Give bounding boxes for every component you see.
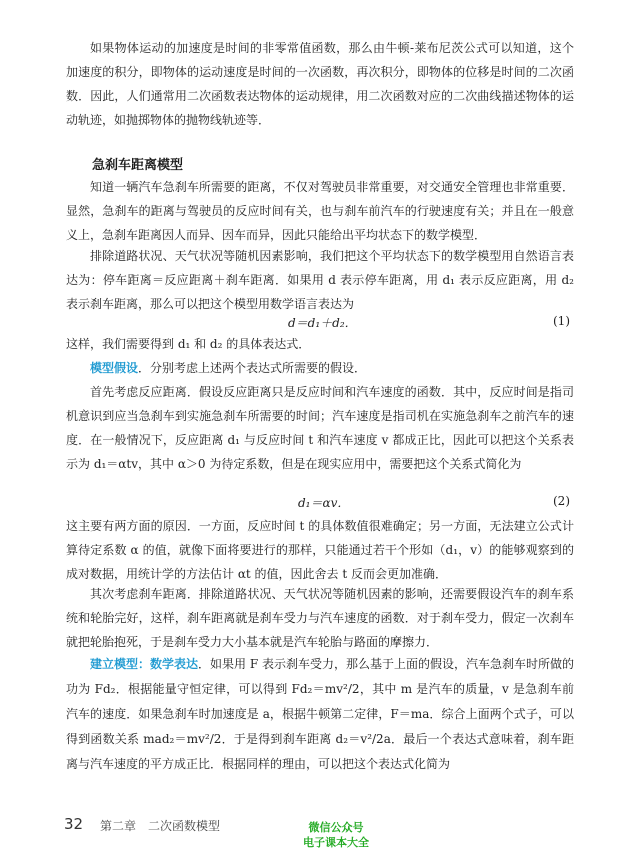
section-heading: 急刹车距离模型	[92, 158, 184, 173]
build-model-text: ．如果用 F 表示刹车受力，那么基于上面的假设，汽车急刹车时所做的功为 Fd₂．根据能量守恒定律，可以得到 Fd₂＝mv²/2，其中 m 是汽车的质量，v 是急刹车前汽车的速度．如果急刹车时加速度是 a，根据牛顿第二定律，F＝ma．综合上面两个式子，可以得到函数关系 mad₂＝mv²/2．于是得到刹车距离 d₂＝v²/2a．最后一个表达式意味着，刹车距离与汽车速度的平方成正比．根据同样的理由，可以把这个表达式化简为	[66, 657, 574, 771]
paragraph-importance: 知道一辆汽车急刹车所需要的距离，不仅对驾驶员非常重要，对交通安全管理也非常重要．显然，急刹车的距离与驾驶员的反应时间有关，也与刹车前汽车的行驶速度有关；并且在一般意义上，急刹车距离因人而异、因车而异，因此只能给出平均状态下的数学模型．	[66, 180, 574, 242]
watermark-line-1: 微信公众号	[308, 821, 364, 834]
equation-2: d₁＝αv．	[298, 496, 350, 510]
paragraph-reaction-distance: 首先考虑反应距离．假设反应距离只是反应时间和汽车速度的函数．其中，反应时间是指司机意识到应当急刹车到实施急刹车所需要的时间；汽车速度是指司机在实施急刹车之前汽车的速度．在一般情况下，反应距离 d₁ 与反应时间 t 和汽车速度 v 都成正比，因此可以把这个关系表示为 d₁＝αtv，其中 α＞0 为待定系数，但是在现实应用中，需要把这个关系式简化为	[66, 385, 574, 471]
paragraph-need-expressions: 这样，我们需要得到 d₁ 和 d₂ 的具体表达式．	[66, 337, 311, 351]
watermark-line-2: 电子课本大全	[303, 836, 369, 849]
equation-2-number: (2)	[553, 494, 570, 508]
keyword-build-model: 建立模型：数学表达	[90, 657, 199, 671]
paragraph-model-assumption	[66, 356, 574, 380]
watermark	[276, 820, 396, 850]
equation-1-number: (1)	[553, 314, 570, 328]
model-assumption-text: ．分别考虑上述两个表达式所需要的假设．	[138, 361, 367, 375]
paragraph-reasons: 这主要有两方面的原因．一方面，反应时间 t 的具体数值很难确定；另一方面，无法建立公式计算待定系数 α 的值，就像下面将要进行的那样，只能通过若干个形如（d₁，v）的能够观察到的成对数据，用统计学的方法估计 αt 的值，因此舍去 t 反而会更加准确．	[66, 519, 574, 581]
paragraph-build-model	[66, 652, 574, 777]
paragraph-natural-language: 排除道路状况、天气状况等随机因素影响，我们把这个平均状态下的数学模型用自然语言表达为：停车距离＝反应距离＋刹车距离．如果用 d 表示停车距离，用 d₁ 表示反应距离，用 d₂ 表示刹车距离，那么可以把这个模型用数学语言表达为	[66, 249, 574, 311]
paragraph-intro: 如果物体运动的加速度是时间的非零常值函数，那么由牛顿-莱布尼茨公式可以知道，这个加速度的积分，即物体的运动速度是时间的一次函数，再次积分，即物体的位移是时间的二次函数．因此，人们通常用二次函数表达物体的运动规律，用二次函数对应的二次曲线描述物体的运动轨迹，如抛掷物体的抛物线轨迹等．	[66, 41, 574, 127]
equation-1: d＝d₁＋d₂．	[288, 316, 357, 330]
page-number: 32	[64, 815, 84, 833]
keyword-model-assumption: 模型假设	[90, 361, 139, 375]
chapter-title: 第二章 二次函数模型	[100, 819, 221, 833]
paragraph-braking-distance: 其次考虑刹车距离．排除道路状况、天气状况等随机因素的影响，还需要假设汽车的刹车系统和轮胎完好，这样，刹车距离就是刹车受力与汽车速度的函数．对于刹车受力，假定一次刹车就把轮胎抱死，于是刹车受力大小基本就是汽车轮胎与路面的摩擦力．	[66, 587, 574, 649]
